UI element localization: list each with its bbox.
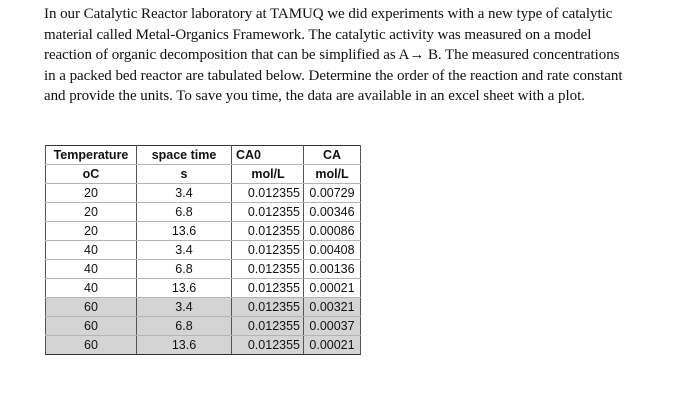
unit-ca0: mol/L [232, 165, 304, 184]
unit-space-time: s [137, 165, 232, 184]
cell-ca: 0.00321 [304, 298, 361, 317]
header-ca: CA [304, 146, 361, 165]
problem-line: In our Catalytic Reactor laboratory at TAMUQ we did experiments with a new type of catalytic [44, 6, 613, 22]
cell-temperature: 40 [46, 260, 137, 279]
cell-ca: 0.00729 [304, 184, 361, 203]
table-row [46, 279, 361, 298]
cell-space-time: 6.8 [137, 317, 232, 336]
table-row [46, 184, 361, 203]
problem-line: in a packed bed reactor are tabulated below. Determine the order of the reaction and rate constant [44, 67, 623, 84]
cell-space-time: 3.4 [137, 184, 232, 203]
cell-ca: 0.00136 [304, 260, 361, 279]
cell-ca0: 0.012355 [232, 279, 304, 298]
unit-ca: mol/L [304, 165, 361, 184]
concentration-table [45, 145, 361, 355]
cell-ca0: 0.012355 [232, 222, 304, 241]
cell-temperature: 60 [46, 336, 137, 355]
header-space-time: space time [137, 146, 232, 165]
problem-line: and provide the units. To save you time, the data are available in an excel sheet with a plot. [44, 88, 585, 104]
cell-space-time: 3.4 [137, 298, 232, 317]
table-header-row [46, 146, 361, 165]
cell-ca: 0.00037 [304, 317, 361, 336]
unit-temperature: oC [46, 165, 137, 184]
cell-ca: 0.00021 [304, 336, 361, 355]
cell-ca: 0.00086 [304, 222, 361, 241]
cell-temperature: 20 [46, 203, 137, 222]
cell-space-time: 3.4 [137, 241, 232, 260]
cell-temperature: 60 [46, 298, 137, 317]
table-row [46, 203, 361, 222]
header-ca0: CA0 [232, 146, 304, 165]
cell-temperature: 20 [46, 222, 137, 241]
cell-space-time: 13.6 [137, 336, 232, 355]
cell-ca: 0.00408 [304, 241, 361, 260]
table-row [46, 241, 361, 260]
table-row [46, 298, 361, 317]
cell-temperature: 40 [46, 241, 137, 260]
cell-ca0: 0.012355 [232, 298, 304, 317]
problem-line: reaction of organic decomposition that can be simplified as A→ B. The measured concentrations [44, 47, 620, 63]
cell-ca0: 0.012355 [232, 203, 304, 222]
table-row [46, 336, 361, 355]
cell-temperature: 20 [46, 184, 137, 203]
cell-ca0: 0.012355 [232, 336, 304, 355]
cell-temperature: 40 [46, 279, 137, 298]
cell-ca0: 0.012355 [232, 317, 304, 336]
cell-space-time: 13.6 [137, 222, 232, 241]
table-row [46, 260, 361, 279]
cell-ca: 0.00346 [304, 203, 361, 222]
header-temperature: Temperature [46, 146, 137, 165]
cell-temperature: 60 [46, 317, 137, 336]
cell-space-time: 6.8 [137, 203, 232, 222]
table-row [46, 222, 361, 241]
table-row [46, 317, 361, 336]
cell-space-time: 13.6 [137, 279, 232, 298]
cell-ca: 0.00021 [304, 279, 361, 298]
problem-line: material called Metal-Organics Framework. The catalytic activity was measured on a model [44, 26, 592, 43]
table-units-row [46, 165, 361, 184]
cell-space-time: 6.8 [137, 260, 232, 279]
problem-statement [44, 4, 694, 107]
cell-ca0: 0.012355 [232, 241, 304, 260]
cell-ca0: 0.012355 [232, 260, 304, 279]
cell-ca0: 0.012355 [232, 184, 304, 203]
